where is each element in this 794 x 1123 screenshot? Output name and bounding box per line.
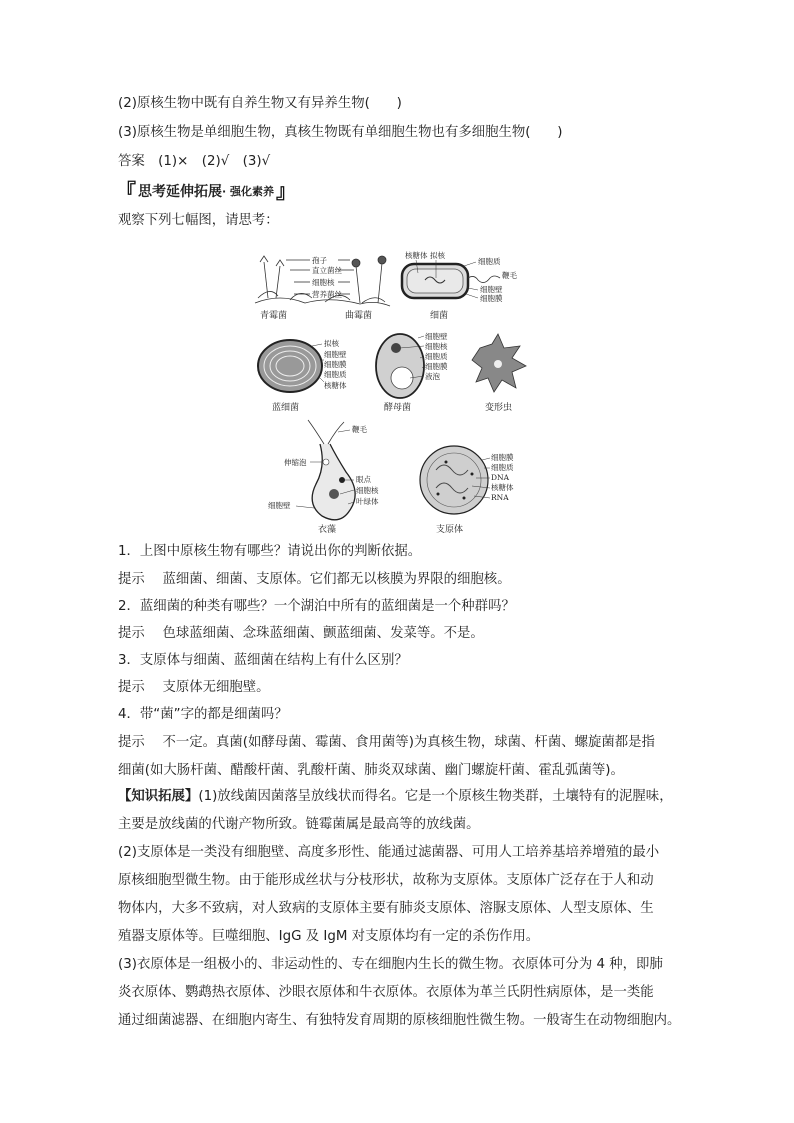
label-spore: 孢子	[312, 256, 327, 265]
extension-p1-line-1	[118, 783, 680, 811]
label-nucleus-ch: 细胞核	[356, 486, 379, 495]
caption-rhizopus: 曲霉菌	[345, 311, 373, 321]
label-dna: DNA	[491, 473, 509, 482]
label-eyespot: 眼点	[356, 475, 371, 484]
label-membrane-m: 细胞膜	[491, 453, 514, 462]
label-flagellum-b: 鞭毛	[502, 271, 517, 280]
label-wall-ch: 细胞壁	[268, 501, 291, 510]
hint-2	[118, 624, 484, 644]
label-vacuole-y: 液泡	[425, 372, 440, 381]
hint-text: 蓝细菌、细菌、支原体。它们都无以核膜为界限的细胞核。	[162, 572, 511, 587]
knowledge-extension	[118, 783, 680, 1035]
cyanobacteria-illustration	[258, 340, 324, 392]
organisms-figure	[250, 248, 550, 538]
extension-label: 【知识拓展】	[118, 789, 199, 804]
caption-mycoplasma: 支原体	[436, 525, 464, 535]
label-ribosome-m: 核糖体	[491, 483, 514, 492]
label-cytoplasm-y: 细胞质	[425, 352, 448, 361]
label-ribosome-c: 核糖体	[324, 381, 347, 390]
hint-label: 提示	[118, 626, 145, 641]
caption-yeast: 酵母菌	[384, 403, 412, 413]
label-wall-b: 细胞壁	[480, 285, 503, 294]
label-nucleoid-b: 拟核	[430, 251, 445, 260]
caption-chlamydomonas: 衣藻	[318, 525, 337, 535]
label-ribosome-b: 核糖体	[405, 251, 428, 260]
label-membrane-b: 细胞膜	[480, 294, 503, 303]
hint-text: 支原体无细胞壁。	[162, 680, 270, 695]
extension-p2-line-3: 物体内，大多不致病，对人致病的支原体主要有肺炎支原体、溶脲支原体、人型支原体、生	[118, 901, 654, 916]
label-chloroplast: 叶绿体	[356, 497, 379, 506]
hint-label: 提示	[118, 680, 145, 695]
extension-p3-line-1: (3)衣原体是一组极小的、非运动性的、专在细胞内生长的微生物。衣原体可分为 4 种，即肺	[118, 957, 663, 972]
extension-p3-line-3: 通过细菌滤器、在细胞内寄生、有独特发育周期的原核细胞性微生物。一般寄生在动物细胞内。	[118, 1013, 681, 1028]
label-flagellum-ch: 鞭毛	[352, 425, 367, 434]
label-cytoplasm-c: 细胞质	[324, 370, 347, 379]
hint-text: 不一定。真菌(如酵母菌、霉菌、食用菌等)为真核生物，球菌、杆菌、螺旋菌都是指	[162, 735, 655, 750]
right-bracket: 』	[276, 179, 297, 203]
label-nucleus-y: 细胞核	[425, 342, 448, 351]
judgement-item-2: (2)原核生物中既有自养生物又有异养生物( )	[118, 96, 402, 111]
caption-cyanobacteria: 蓝细菌	[272, 403, 300, 413]
amoeba-illustration	[472, 334, 526, 392]
label-contractile-vacuole: 伸缩泡	[284, 458, 307, 467]
label-upright-hypha: 直立菌丝	[312, 266, 342, 275]
caption-amoeba: 变形虫	[485, 403, 513, 413]
hint-4-line-1	[118, 733, 655, 753]
question-3: 3．支原体与细菌、蓝细菌在结构上有什么区别？	[118, 653, 408, 668]
extension-p2-line-2: 原核细胞型微生物。由于能形成丝状与分枝形状，故称为支原体。支原体广泛存在于人和动	[118, 873, 654, 888]
label-wall-c: 细胞壁	[324, 350, 347, 359]
judgement-item-3: (3)原核生物是单细胞生物，真核生物既有单细胞生物也有多细胞生物( )	[118, 125, 563, 140]
label-membrane-c: 细胞膜	[324, 360, 347, 369]
answer-line: 答案 (1)× (2)√ (3)√	[118, 154, 271, 169]
section-header	[116, 180, 296, 202]
hint-4-line-2: 细菌(如大肠杆菌、醋酸杆菌、乳酸杆菌、肺炎双球菌、幽门螺旋杆菌、霍乱弧菌等)。	[118, 763, 624, 778]
section-title: 思考延伸拓展	[138, 184, 222, 200]
left-bracket: 『	[116, 179, 136, 203]
extension-p2-line-1: (2)支原体是一类没有细胞壁、高度多形性、能通过滤菌器、可用人工培养基培养增殖的最小	[118, 845, 660, 860]
hint-text: 色球蓝细菌、念珠蓝细菌、颤蓝细菌、发菜等。不是。	[162, 626, 484, 641]
extension-p1-text: (1)放线菌因菌落呈放线状而得名。它是一个原核生物类群，土壤特有的泥腥味，	[198, 789, 673, 804]
label-cytoplasm-m: 细胞质	[491, 463, 514, 472]
extension-p2-line-4: 殖器支原体等。巨噬细胞、IgG 及 IgM 对支原体均有一定的杀伤作用。	[118, 929, 540, 944]
hint-1	[118, 570, 511, 590]
hint-3	[118, 678, 270, 698]
label-membrane-y: 细胞膜	[425, 362, 448, 371]
extension-p1-line-2: 主要是放线菌的代谢产物所致。链霉菌属是最高等的放线菌。	[118, 817, 480, 832]
section-subtitle: · 强化素养	[222, 185, 275, 198]
label-rna: RNA	[491, 493, 509, 502]
mycoplasma-illustration	[420, 446, 490, 514]
yeast-illustration	[376, 334, 424, 398]
extension-p3-line-2: 炎衣原体、鹦鹉热衣原体、沙眼衣原体和牛衣原体。衣原体为革兰氏阴性病原体，是一类能	[118, 985, 654, 1000]
caption-penicillium: 青霉菌	[260, 311, 288, 321]
hint-label: 提示	[118, 572, 145, 587]
hint-label: 提示	[118, 735, 145, 750]
label-cytoplasm-b: 细胞质	[478, 257, 501, 266]
chlamydomonas-illustration	[296, 420, 355, 520]
question-1: 1．上图中原核生物有哪些？请说出你的判断依据。	[118, 544, 422, 559]
caption-bacteria: 细菌	[430, 311, 449, 321]
question-4: 4．带“菌”字的都是细菌吗？	[118, 707, 288, 722]
section-intro: 观察下列七幅图，请思考：	[118, 213, 279, 228]
label-wall-y: 细胞壁	[425, 332, 448, 341]
question-2: 2．蓝细菌的种类有哪些？一个湖泊中所有的蓝细菌是一个种群吗？	[118, 599, 515, 614]
label-nucleoid-c: 拟核	[324, 339, 339, 348]
label-vegetative-hypha: 营养菌丝	[312, 290, 342, 299]
label-fungal-nucleus: 细胞核	[312, 278, 335, 287]
